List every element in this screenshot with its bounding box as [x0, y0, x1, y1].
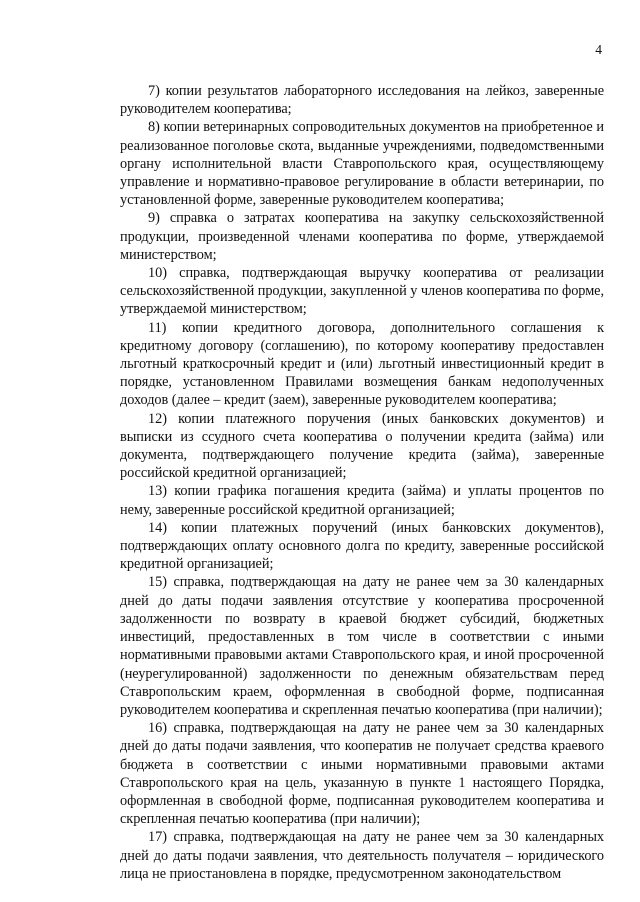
list-item: 16) справка, подтверждающая на дату не ранее чем за 30 календарных дней до даты подачи заявления, что кооператив не получает средства краевого бюджета в соответствии с иными нормативными правовыми актами Ставропольского края на цель, указанную в пункте 1 настоящего Порядка, оформленная в свободной форме, подписанная руководителем кооператива и скрепленная печатью кооператива (при наличии);	[120, 720, 604, 828]
list-item: 11) копии кредитного договора, дополнительного соглашения к кредитному договору (соглашению), по которому кооперативу предоставлен льготный краткосрочный кредит и (или) льготный инвестиционный кредит в порядке, установленном Правилами возмещения банкам недополученных доходов (далее – кредит (заем), заверенные руководителем кооператива;	[120, 319, 604, 409]
page-number: 4	[595, 42, 602, 57]
list-item: 13) копии графика погашения кредита (займа) и уплаты процентов по нему, заверенные российской кредитной организацией;	[120, 483, 604, 518]
document-body	[120, 82, 604, 883]
list-item: 7) копии результатов лабораторного исследования на лейкоз, заверенные руководителем кооператива;	[120, 83, 604, 118]
list-item: 17) справка, подтверждающая на дату не ранее чем за 30 календарных дней до даты подачи заявления, что деятельность получателя – юридического лица не приостановлена в порядке, предусмотренном законодательством	[120, 829, 604, 882]
list-item: 8) копии ветеринарных сопроводительных документов на приобретенное и реализованное поголовье скота, выданные учреждениями, подведомственными органу исполнительной власти Ставропольского края, осуществляющему управление и нормативно-правовое регулирование в области ветеринарии, по установленной форме, заверенные руководителем кооператива;	[120, 119, 604, 209]
list-item: 12) копии платежного поручения (иных банковских документов) и выписки из ссудного счета кооператива о получении кредита (займа) или документа, подтверждающего получение кредита (займа), заверенные российской кредитной организацией;	[120, 410, 604, 482]
list-item: 9) справка о затратах кооператива на закупку сельскохозяйственной продукции, произведенной членами кооператива по форме, утверждаемой министерством;	[120, 210, 604, 263]
list-item: 15) справка, подтверждающая на дату не ранее чем за 30 календарных дней до даты подачи заявления отсутствие у кооператива просроченной задолженности по возврату в краевой бюджет субсидий, бюджетных инвестиций, предоставленных в том числе в соответствии с иными нормативными правовыми актами Ставропольского края, и иной просроченной (неурегулированной) задолженности по денежным обязательствам перед Ставропольским краем, оформленная в свободной форме, подписанная руководителем кооператива и скрепленная печатью кооператива (при наличии);	[120, 574, 604, 718]
list-item: 14) копии платежных поручений (иных банковских документов), подтверждающих оплату основного долга по кредиту, заверенные российской кредитной организацией;	[120, 519, 604, 573]
list-item: 10) справка, подтверждающая выручку кооператива от реализации сельскохозяйственной продукции, закупленной у членов кооператива по форме, утверждаемой министерством;	[120, 265, 605, 318]
